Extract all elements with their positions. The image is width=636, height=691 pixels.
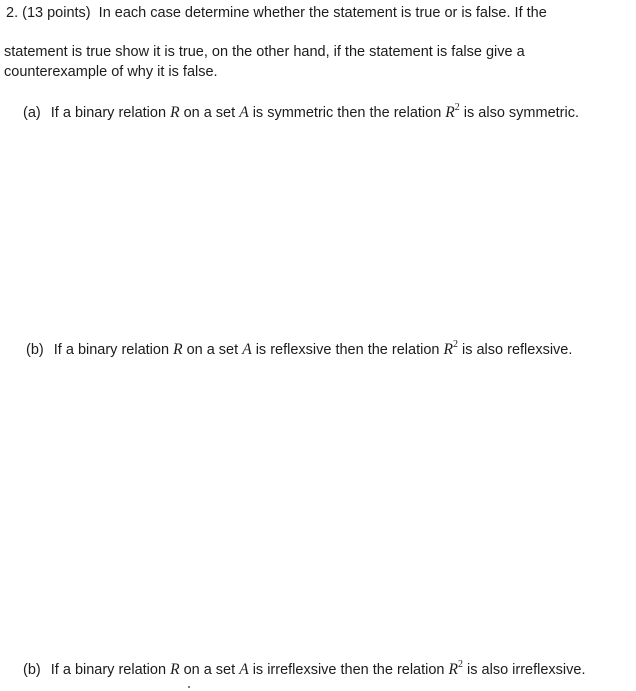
part-c-var-a: A xyxy=(239,661,249,679)
problem-intro-line-2: statement is true show it is true, on the other hand, if the statement is false give a xyxy=(4,44,525,60)
part-c-var-r: R xyxy=(170,661,180,679)
part-b-var-a: A xyxy=(242,341,252,359)
part-a-var-r: R xyxy=(170,104,180,122)
part-c-var-r-squared xyxy=(449,661,463,678)
part-b-statement xyxy=(26,337,572,359)
problem-intro-text-1: In each case determine whether the statement is true or is false. If the xyxy=(98,5,547,21)
part-c-var-r2: R xyxy=(448,661,459,679)
problem-intro-line-1 xyxy=(6,4,547,22)
part-c-text-2: on a set xyxy=(183,662,236,679)
problem-number-points: 2. (13 points) xyxy=(6,5,91,21)
part-a-text-1: If a binary relation xyxy=(50,105,167,122)
part-b-text-3: is reflexsive then the relation xyxy=(255,342,440,359)
part-a-text-3: is symmetric then the relation xyxy=(252,105,442,122)
part-a-text-4: is also symmetric. xyxy=(463,105,580,122)
part-a-label: (a) xyxy=(23,105,41,122)
part-b-text-4: is also reflexsive. xyxy=(461,342,573,359)
part-a-statement xyxy=(23,100,579,122)
problem-intro-line-3: counterexample of why it is false. xyxy=(4,64,218,80)
part-c-statement xyxy=(23,657,586,679)
part-c-exponent: 2 xyxy=(458,659,464,670)
part-c-label: (b) xyxy=(23,662,41,679)
part-a-var-r-squared xyxy=(445,104,459,121)
part-c-text-1: If a binary relation xyxy=(50,662,167,679)
part-a-var-r2: R xyxy=(445,104,455,122)
scan-speck xyxy=(188,686,190,688)
part-b-exponent: 2 xyxy=(452,339,458,350)
part-a-exponent: 2 xyxy=(454,102,460,113)
part-c-text-3: is irreflexsive then the relation xyxy=(252,662,445,679)
part-b-text-2: on a set xyxy=(186,342,239,359)
part-a-text-2: on a set xyxy=(183,105,236,122)
part-b-var-r: R xyxy=(173,341,183,359)
part-b-var-r2: R xyxy=(443,341,453,359)
part-b-var-r-squared xyxy=(443,341,457,358)
part-c-text-4: is also irreflexsive. xyxy=(467,662,586,679)
part-b-text-1: If a binary relation xyxy=(53,342,170,359)
part-a-var-a: A xyxy=(239,104,249,122)
part-b-label: (b) xyxy=(26,342,44,359)
